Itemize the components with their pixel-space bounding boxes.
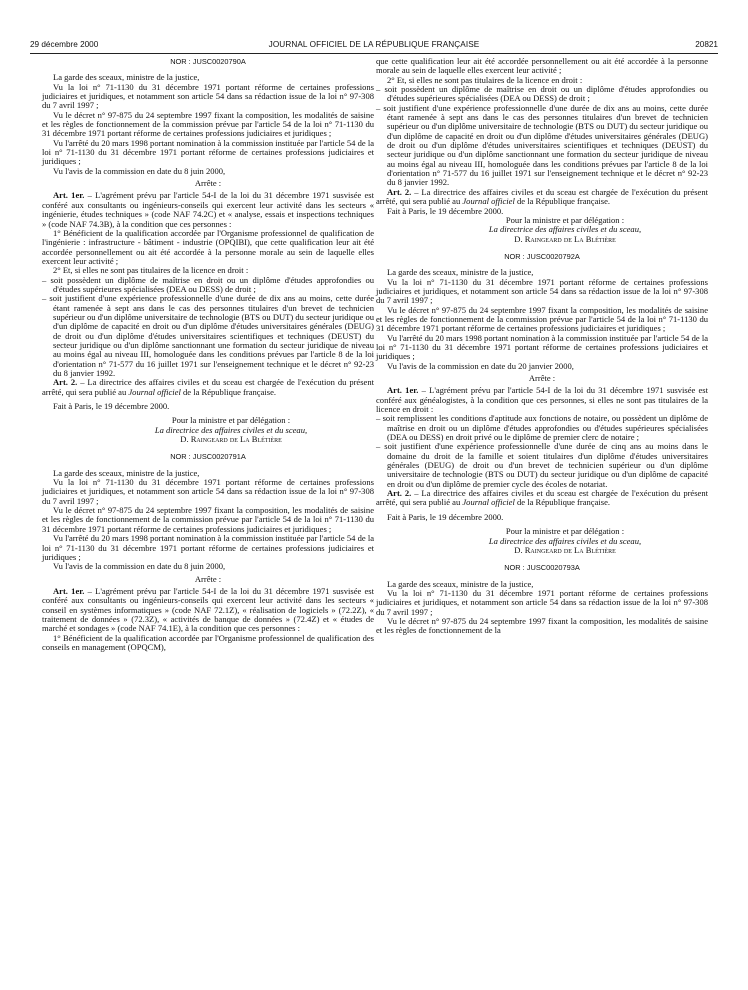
journal-officiel-ref: Journal officiel [462, 497, 515, 508]
article-text: – La directrice des affaires civiles et du sceau est chargée de l'exécution du présent arrêté, qui sera publié au [42, 377, 374, 397]
signature-title: La directrice des affaires civiles et du sceau, [154, 424, 308, 435]
article-text: – L'agrément prévu par l'article 54-I de la loi du 31 décembre 1971 susvisée est conféré aux généalogistes, à la condition que ces personnes, si elles ne sont pas titulaires de la licence en droit : [376, 385, 708, 415]
visa-paragraph: Vu l'arrêté du 20 mars 1998 portant nomination à la commission instituée par l'article 54 de la loi n° 71-1130 du 31 décembre 1971 portant réforme de certaines professions judiciaires et juridiques ; [42, 533, 374, 562]
continued-paragraph: que cette qualification leur ait été accordée personnellement ou ait été accordée à la personne morale au sein de laquelle elles exercent leur activité ; [376, 56, 708, 76]
dash-item: – soit remplissent les conditions d'aptitude aux fonctions de notaire, ou possèdent un diplôme de maîtrise en droit ou un diplôme d'études approfondies ou d'études supérieures spécialisées (DEA ou DESS) en droit privé ou le diplôme de premier clerc de notaire ; [376, 413, 708, 443]
article-1 [42, 191, 374, 228]
article-text: – La directrice des affaires civiles et du sceau est chargée de l'exécution du présent arrêté, qui sera publié au [376, 186, 708, 207]
page-number: 20821 [695, 40, 718, 49]
article-1 [42, 587, 374, 634]
dash-item: – soit justifient d'une expérience professionnelle d'une durée de dix ans au moins, cette durée étant ramenée à sept ans dans le cas des personnes titulaires d'un brevet de technicien supérieur ou d'un diplôme universitaire de technologie (BTS ou DUT) du secteur juridique ou d'un diplôme de capacité en droit ou d'un diplôme d'études universitaires générales (DEUG) de droit ou d'un diplôme d'études universitaires scientifiques et techniques (DEUST) du secteur juridique ou d'un diplôme sanctionnant une formation du secteur juridique de niveau au moins égal au niveau III, homologuée dans les conditions prévues par l'article 8 de la loi d'orientation n° 71-577 du 16 juillet 1971 sur l'enseignement technique et le décret n° 92-23 du 8 janvier 1992. [376, 102, 708, 188]
page-header [30, 40, 718, 52]
visa-paragraph: La garde des sceaux, ministre de la justice, [53, 72, 200, 83]
signature-title: La directrice des affaires civiles et du sceau, [488, 224, 642, 235]
visa-paragraph: Vu le décret n° 97-875 du 24 septembre 1997 fixant la composition, les modalités de saisine et les règles de fonctionnement de la commission prévue par l'article 54 de la loi n° 71-1130 du 31 décembre 1971 portant réforme de certaines professions judiciaires et juridiques ; [42, 505, 374, 534]
signatory-name: D. Raingeard de La Blétière [180, 434, 282, 445]
article-text: – L'agrément prévu par l'article 54-I de la loi du 31 décembre 1971 susvisée est conféré aux consultants ou ingénieurs-conseils qui exercent leur activité dans les secteurs « ingénierie, études techniques » (code NAF 74.2C) et « analyse, essais et inspections techniques » (code NAF 74.3B), à la condition que ces personnes : [42, 190, 374, 229]
condition-paragraph: 2° Et, si elles ne sont pas titulaires de la licence en droit : [53, 265, 249, 276]
place-date: Fait à Paris, le 19 décembre 2000. [387, 511, 504, 522]
arrete-heading: Arrête : [194, 573, 222, 584]
signatory-name: D. Raingeard de La Blétière [514, 544, 616, 555]
nor-reference: NOR : JUSC0020792A [504, 251, 580, 261]
journal-officiel-ref: Journal officiel [462, 196, 515, 207]
article-text: – La directrice des affaires civiles et du sceau est chargée de l'exécution du présent arrêté, qui sera publié au [376, 488, 708, 508]
signature-line: Pour la ministre et par délégation : [505, 214, 625, 225]
visa-paragraph: Vu l'avis de la commission en date du 8 juin 2000, [53, 165, 226, 176]
article-text-end: de la République française. [514, 196, 611, 207]
condition-paragraph: 1° Bénéficient de la qualification accordée par l'Organisme professionnel de qualification des conseils en management (OPQCM), [42, 632, 374, 652]
article-2 [376, 188, 708, 207]
article-text-end: de la République française. [514, 497, 611, 508]
header-rule [30, 53, 718, 54]
article-label: Art. 1er. [53, 190, 85, 201]
journal-title: JOURNAL OFFICIEL DE LA RÉPUBLIQUE FRANÇAISE [268, 40, 480, 49]
article-label: Art. 2. [53, 377, 78, 388]
signature-title: La directrice des affaires civiles et du sceau, [488, 535, 642, 546]
article-label: Art. 2. [387, 488, 412, 499]
article-label: Art. 2. [387, 186, 412, 197]
article-1 [376, 386, 708, 414]
visa-paragraph: Vu l'arrêté du 20 mars 1998 portant nomination à la commission instituée par l'article 54 de la loi n° 71-1130 du 31 décembre 1971 portant réforme de certaines professions judiciaires et juridiques ; [376, 332, 708, 362]
article-label: Art. 1er. [387, 385, 419, 396]
signature-line: Pour la ministre et par délégation : [505, 526, 625, 537]
article-2 [42, 378, 374, 397]
visa-paragraph: Vu la loi n° 71-1130 du 31 décembre 1971 portant réforme de certaines professions judiciaires et juridiques, et notamment son article 54 dans sa rédaction issue de la loi n° 97-308 du 7 avril 1997 ; [42, 81, 374, 111]
visa-paragraph: La garde des sceaux, ministre de la justice, [387, 578, 534, 589]
journal-officiel-ref: Journal officiel [128, 386, 181, 397]
left-column [42, 57, 374, 652]
nor-reference: NOR : JUSC0020793A [504, 563, 580, 573]
visa-paragraph: Vu la loi n° 71-1130 du 31 décembre 1971 portant réforme de certaines professions judiciaires et juridiques, et notamment son article 54 dans sa rédaction issue de la loi n° 97-308 du 7 avril 1997 ; [376, 276, 708, 306]
visa-paragraph: Vu le décret n° 97-875 du 24 septembre 1997 fixant la composition, les modalités de saisine et les règles de fonctionnement de la commission prévue par l'article 54 de la loi n° 71-1130 du 31 décembre 1971 portant réforme de certaines professions judiciaires et juridiques ; [376, 304, 708, 334]
article-label: Art. 1er. [53, 585, 85, 596]
visa-paragraph: La garde des sceaux, ministre de la justice, [53, 467, 200, 478]
visa-paragraph: La garde des sceaux, ministre de la justice, [387, 267, 534, 278]
dash-item: – soit justifient d'une expérience professionnelle d'une durée de cinq ans au moins dans le domaine du droit de la famille et soient titulaires d'un diplôme d'études universitaires générales (DEUG) de droit ou d'un brevet de technicien supérieur ou d'un diplôme universitaire de technologie (BTS ou DUT) du secteur juridique ou d'un diplôme de capacité en droit ou d'un diplôme de premier cycle des écoles de notariat. [376, 441, 708, 489]
visa-paragraph: Vu l'arrêté du 20 mars 1998 portant nomination à la commission instituée par l'article 54 de la loi n° 71-1130 du 31 décembre 1971 portant réforme de certaines professions judiciaires et juridiques ; [42, 137, 374, 167]
arrete-heading: Arrête : [194, 178, 222, 189]
dash-item: – soit justifient d'une expérience professionnelle d'une durée de dix ans au moins, cette durée étant ramenée à sept ans dans le cas des personnes titulaires d'un brevet de technicien supérieur ou d'un diplôme universitaire de technologie (BTS ou DUT) du secteur juridique ou d'un diplôme de capacité en droit ou d'un diplôme d'études universitaires générales (DEUG) de droit ou d'un diplôme d'études universitaires scientifiques et techniques (DEUST) du secteur juridique ou d'un diplôme sanctionnant une formation du secteur juridique de niveau au moins égal au niveau III, homologuée dans les conditions prévues par l'article 8 de la loi d'orientation n° 71-577 du 16 juillet 1971 sur l'enseignement technique et le décret n° 92-23 du 8 janvier 1992. [42, 293, 374, 378]
condition-paragraph: 1° Bénéficient de la qualification accordée par l'Organisme professionnel de qualification de l'ingénierie : infrastructure - bâtiment - industrie (OPQIBI), que cette qualification leur ait été accordée personnellement ou ait été accordée à la personne morale au sein de laquelle elles exercent leur activité ; [42, 227, 374, 266]
nor-reference: NOR : JUSC0020791A [170, 452, 246, 462]
place-date: Fait à Paris, le 19 décembre 2000. [387, 205, 504, 216]
dash-item: – soit possèdent un diplôme de maîtrise en droit ou un diplôme d'études approfondies ou d'études supérieures spécialisées (DEA ou DESS) de droit ; [42, 274, 374, 294]
visa-paragraph: Vu la loi n° 71-1130 du 31 décembre 1971 portant réforme de certaines professions judiciaires et juridiques, et notamment son article 54 dans sa rédaction issue de la loi n° 97-308 du 7 avril 1997 ; [376, 587, 708, 617]
place-date: Fait à Paris, le 19 décembre 2000. [53, 401, 170, 412]
article-text: – L'agrément prévu par l'article 54-I de la loi du 31 décembre 1971 susvisée est conféré aux consultants ou ingénieurs-conseils qui exercent leur activité dans les secteurs « conseil en systèmes informatiques » (code NAF 72.1Z), « réalisation de logiciels » (72.2Z), « traitement de données » (72.3Z), « activités de banque de données » (72.4Z) et « études de marché et sondages » (code NAF 74.1E), à la condition que ces personnes : [42, 585, 374, 634]
visa-paragraph: Vu l'avis de la commission en date du 20 janvier 2000, [387, 360, 574, 371]
header-date: 29 décembre 2000 [30, 40, 99, 49]
visa-paragraph: Vu le décret n° 97-875 du 24 septembre 1997 fixant la composition, les modalités de saisine et les règles de fonctionnement de la [376, 615, 708, 636]
condition-paragraph: 2° Et, si elles ne sont pas titulaires de la licence en droit : [387, 74, 583, 85]
arrete-heading: Arrête : [528, 373, 556, 383]
signature-line: Pour la ministre et par délégation : [171, 415, 291, 426]
article-text-end: de la République française. [180, 386, 277, 397]
visa-paragraph: Vu la loi n° 71-1130 du 31 décembre 1971 portant réforme de certaines professions judiciaires et juridiques, et notamment son article 54 dans sa rédaction issue de la loi n° 97-308 du 7 avril 1997 ; [42, 477, 374, 506]
nor-reference: NOR : JUSC0020790A [170, 57, 246, 66]
visa-paragraph: Vu le décret n° 97-875 du 24 septembre 1997 fixant la composition, les modalités de saisine et les règles de fonctionnement de la commission prévue par l'article 54 de la loi n° 71-1130 du 31 décembre 1971 portant réforme de certaines professions judiciaires et juridiques ; [42, 109, 374, 139]
right-column [376, 57, 708, 636]
dash-item: – soit possèdent un diplôme de maîtrise en droit ou un diplôme d'études approfondies ou d'études supérieures spécialisées (DEA ou DESS) de droit ; [376, 84, 708, 104]
signatory-name: D. Raingeard de La Blétière [514, 233, 616, 244]
visa-paragraph: Vu l'avis de la commission en date du 8 juin 2000, [53, 561, 226, 572]
article-2 [376, 489, 708, 508]
